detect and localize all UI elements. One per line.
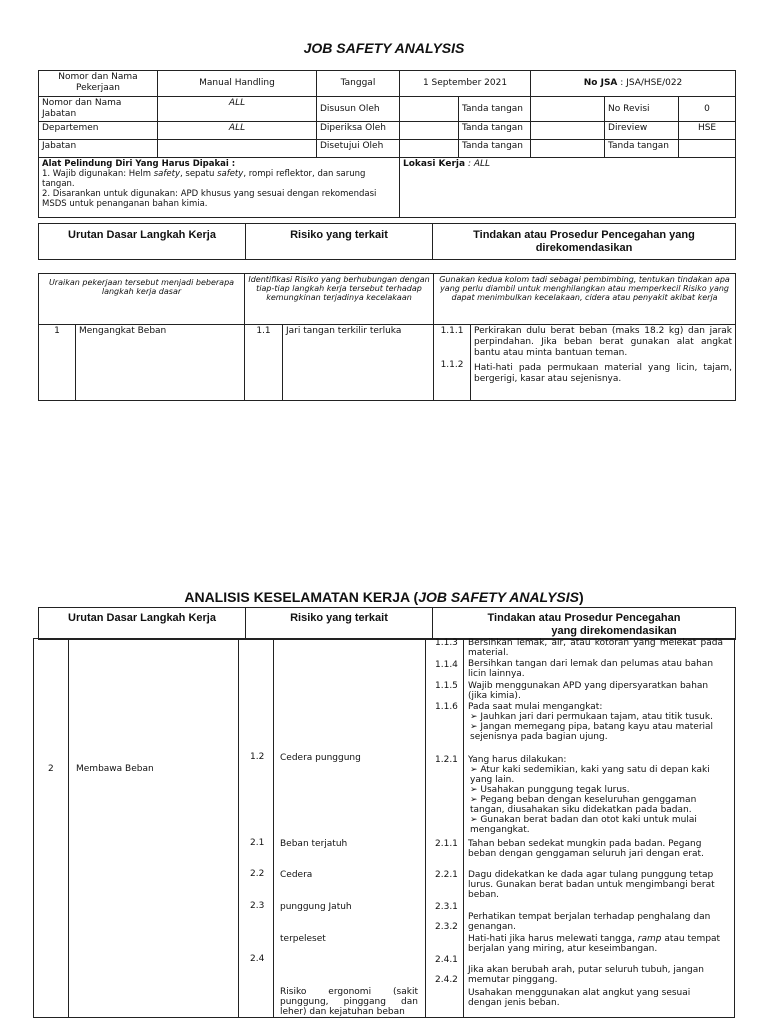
row1-action-nos xyxy=(434,325,471,401)
a221-no: 2.2.1 xyxy=(435,870,458,880)
a232-no: 2.3.2 xyxy=(435,922,458,932)
row1-a-no: 1.1.1 xyxy=(440,326,464,336)
apd-item-1-d: safety xyxy=(217,169,244,179)
header-urutan: Urutan Dasar Langkah Kerja xyxy=(39,224,246,260)
jabatan-label: Jabatan xyxy=(39,140,158,158)
a211: Tahan beban sedekat mungkin pada badan. Pegang beban dengan genggaman seluruh jari dengan erat. xyxy=(468,839,704,859)
risk-5: terpeleset xyxy=(280,934,326,944)
apd-title: Alat Pelindung Diri Yang Harus Dipakai : xyxy=(42,159,236,169)
a232-c: atau tempat berjalan yang miring, atur keseimbangan. xyxy=(468,934,721,954)
a113-no: 1.1.3 xyxy=(435,638,458,648)
lokasi-kerja xyxy=(400,158,736,218)
risk-3: Cedera xyxy=(280,870,313,880)
apd-item-1-b: safety xyxy=(153,169,180,179)
row2-no: 2 xyxy=(48,764,54,774)
jsa-header-table xyxy=(38,70,736,218)
a232-a: Hati-hati jika harus melewati tangga, xyxy=(468,934,638,944)
row1-risk: Jari tangan terkilir terluka xyxy=(283,325,434,401)
divider-4 xyxy=(425,638,426,1018)
risk-no-4: 2.3 xyxy=(250,901,265,911)
tanda-tangan-label-2: Tanda tangan xyxy=(459,122,531,140)
a242-no: 2.4.2 xyxy=(435,975,458,985)
apd-section xyxy=(39,158,400,218)
a121-bullet-1: ➢ Atur kaki sedemikian, kaki yang satu di depan kaki yang lain. xyxy=(468,765,723,785)
no-revisi-value: 0 xyxy=(679,97,736,122)
row1-a: Perkirakan dulu berat beban (maks 18.2 kg) dan jarak perpindahan. Jika beban berat gunakan alat angkat bantu atau minta bantuan teman. xyxy=(474,326,733,358)
departemen-label: Departemen xyxy=(39,122,158,140)
a113: Bersihkan lemak, air, atau kotoran yang melekat pada material. xyxy=(468,638,723,658)
nomor-nama-pekerjaan-label: Nomor dan Nama Pekerjaan xyxy=(39,71,158,97)
a116-no: 1.1.6 xyxy=(435,702,458,712)
tanda-tangan-value-4 xyxy=(679,140,736,158)
a121 xyxy=(468,755,723,835)
disusun-oleh-label: Disusun Oleh xyxy=(317,97,400,122)
a232 xyxy=(468,934,723,954)
header-risiko: Risiko yang terkait xyxy=(246,224,433,260)
apd-item-1-e: , rompi reflektor, dan sarung tangan. xyxy=(42,169,366,189)
no-jsa-value: : JSA/HSE/022 xyxy=(620,78,683,88)
header2-risiko: Risiko yang terkait xyxy=(246,608,433,640)
a232-b: ramp xyxy=(637,934,662,944)
a211-no: 2.1.1 xyxy=(435,839,458,849)
a241: Jika akan berubah arah, putar seluruh tubuh, jangan memutar pinggang. xyxy=(468,965,704,985)
no-revisi-label: No Revisi xyxy=(605,97,679,122)
page2-title-b: JOB SAFETY ANALYSIS xyxy=(418,589,579,605)
page2-title-c: ) xyxy=(578,589,584,605)
apd-item-2: 2. Disarankan untuk digunakan: APD khusus yang sesuai dengan rekomendasi MSDS untuk penanganan bahan kimia. xyxy=(42,189,377,209)
tanggal-value: 1 September 2021 xyxy=(400,71,531,97)
disusun-oleh-value xyxy=(400,97,459,122)
a116 xyxy=(468,702,723,742)
risk-2: Beban terjatuh xyxy=(280,839,348,849)
nomor-nama-jabatan-label: Nomor dan Nama Jabatan xyxy=(39,97,158,122)
tanda-tangan-value-3 xyxy=(531,140,605,158)
divider-5 xyxy=(463,638,464,1018)
column-header-table-1 xyxy=(38,223,736,260)
disetujui-oleh-label: Disetujui Oleh xyxy=(317,140,400,158)
risk-no-1: 1.2 xyxy=(250,752,265,762)
a231-no: 2.3.1 xyxy=(435,902,458,912)
a231: Perhatikan tempat berjalan terhadap penghalang dan genangan. xyxy=(468,912,711,932)
jabatan-empty xyxy=(158,140,317,158)
jsa-detail-table-1 xyxy=(38,273,736,401)
risk-no-2: 2.1 xyxy=(250,838,265,848)
row1-b-no: 1.1.2 xyxy=(440,360,464,370)
row1-risk-no: 1.1 xyxy=(245,325,283,401)
page2-title-a: ANALISIS KESELAMATAN KERJA ( xyxy=(184,589,419,605)
header-tindakan: Tindakan atau Prosedur Pencegahan yang direkomendasikan xyxy=(433,224,736,260)
a121-text: Yang harus dilakukan: xyxy=(468,755,567,765)
header2-tindakan-2: yang direkomendasikan xyxy=(551,625,677,637)
a121-no: 1.2.1 xyxy=(435,755,458,765)
page2-title xyxy=(0,589,768,605)
risk-7: Risiko ergonomi (sakit punggung, pinggang dan leher) dan kejatuhan beban xyxy=(280,987,418,1017)
a114: Bersihkan tangan dari lemak dan pelumas atau bahan licin lainnya. xyxy=(468,659,714,679)
tanda-tangan-value-1 xyxy=(531,97,605,122)
tanda-tangan-value-2 xyxy=(531,122,605,140)
lokasi-kerja-value: : ALL xyxy=(467,159,491,169)
divider-2 xyxy=(238,638,239,1018)
guide-tindakan: Gunakan kedua kolom tadi sebagai pembimbing, tentukan tindakan apa yang perlu diambil untuk menghilangkan atau memperkecil Risiko yang dapat menimbulkan kecelakaan, cidera atau penyakit akibat kerja xyxy=(434,274,736,325)
header2-urutan: Urutan Dasar Langkah Kerja xyxy=(39,608,246,640)
a116-bullet-2: ➢ Jangan memegang pipa, batang kayu atau material sejenisnya pada bagian ujung. xyxy=(468,722,723,742)
no-jsa xyxy=(531,71,736,97)
a115: Wajib menggunakan APD yang dipersyaratkan bahan (jika kimia). xyxy=(468,681,709,701)
tanda-tangan-label-3: Tanda tangan xyxy=(459,140,531,158)
a115-no: 1.1.5 xyxy=(435,681,458,691)
divider-3 xyxy=(273,638,274,1018)
a116-bullet-1: ➢ Jauhkan jari dari permukaan tajam, atau titik tusuk. xyxy=(468,712,723,722)
direview-value: HSE xyxy=(679,122,736,140)
row1-actions xyxy=(471,325,736,401)
lokasi-kerja-label: Lokasi Kerja xyxy=(403,159,466,169)
risk-1: Cedera punggung xyxy=(280,753,361,763)
jabatan-value: ALL xyxy=(158,97,317,122)
risk-no-6: 2.4 xyxy=(250,954,265,964)
a121-bullet-4: ➢ Gunakan berat badan dan otot kaki untuk mulai mengangkat. xyxy=(468,815,723,835)
a221: Dagu didekatkan ke dada agar tulang punggung tetap lurus. Gunakan berat badan untuk mengimbangi berat beban. xyxy=(468,870,715,900)
a121-bullet-2: ➢ Usahakan punggung tegak lurus. xyxy=(468,785,723,795)
tanda-tangan-label-1: Tanda tangan xyxy=(459,97,531,122)
a242: Usahakan menggunakan alat angkut yang sesuai dengan jenis beban. xyxy=(468,988,691,1008)
tanggal-label: Tanggal xyxy=(317,71,400,97)
pekerjaan-value: Manual Handling xyxy=(158,71,317,97)
a114-no: 1.1.4 xyxy=(435,660,458,670)
guide-risiko: Identifikasi Risiko yang berhubungan dengan tiap-tiap langkah kerja tersebut terhadap kemungkinan terjadinya kecelakaan xyxy=(245,274,434,325)
row1-step: Mengangkat Beban xyxy=(76,325,245,401)
header2-tindakan xyxy=(433,608,736,640)
header2-tindakan-1: Tindakan atau Prosedur Pencegahan xyxy=(487,612,681,624)
row1-b: Hati-hati pada permukaan material yang licin, tajam, bergerigi, kasar atau sejenisnya. xyxy=(474,363,733,384)
apd-item-1-c: , sepatu xyxy=(179,169,218,179)
row1-no: 1 xyxy=(39,325,76,401)
apd-item-1 xyxy=(42,169,396,189)
departemen-value: ALL xyxy=(158,122,317,140)
a121-bullet-3: ➢ Pegang beban dengan keseluruhan genggaman tangan, diusahakan siku didekatkan pada badan. xyxy=(468,795,723,815)
tanda-tangan-label-4: Tanda tangan xyxy=(605,140,679,158)
diperiksa-oleh-value xyxy=(400,122,459,140)
page-title: JOB SAFETY ANALYSIS xyxy=(303,40,465,56)
direview-label: Direview xyxy=(605,122,679,140)
risk-no-3: 2.2 xyxy=(250,869,265,879)
risk-4: punggung Jatuh xyxy=(280,902,352,912)
a241-no: 2.4.1 xyxy=(435,955,458,965)
row2-step: Membawa Beban xyxy=(76,764,154,774)
disetujui-oleh-value xyxy=(400,140,459,158)
column-header-table-2 xyxy=(38,607,736,640)
no-jsa-label: No JSA xyxy=(583,78,618,88)
diperiksa-oleh-label: Diperiksa Oleh xyxy=(317,122,400,140)
divider-1 xyxy=(68,638,69,1018)
a116-text: Pada saat mulai mengangkat: xyxy=(468,702,603,712)
apd-item-1-a: 1. Wajib digunakan: Helm xyxy=(42,169,154,179)
guide-urutan: Uraikan pekerjaan tersebut menjadi beberapa langkah kerja dasar xyxy=(39,274,245,325)
